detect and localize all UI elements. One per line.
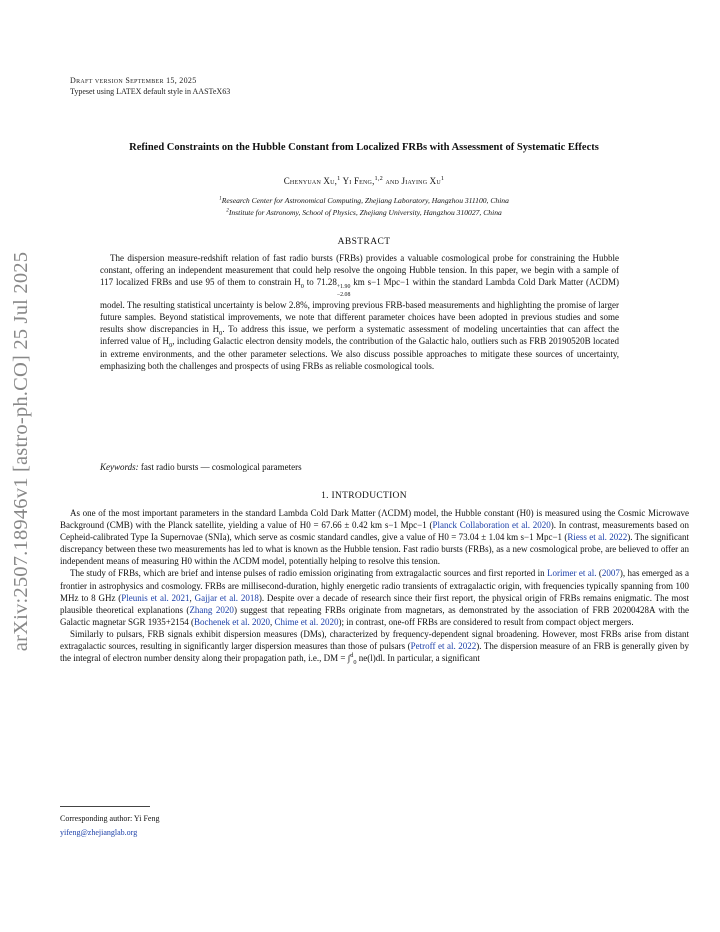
paper-title: Refined Constraints on the Hubble Constant from Localized FRBs with Assessment of Systematic Effects <box>129 142 599 153</box>
author-name: Yi Feng, <box>342 176 375 186</box>
citation-link[interactable]: Riess et al. 2022 <box>567 532 628 543</box>
author-name: Chenyuan Xu, <box>283 176 338 186</box>
footnote-rule <box>60 806 150 807</box>
abstract-heading: ABSTRACT <box>337 237 391 247</box>
draft-version-line: Draft version September 15, 2025 <box>70 76 197 85</box>
typeset-line: Typeset using LATEX default style in AASTeX63 <box>70 87 231 96</box>
author-list <box>70 176 658 186</box>
keywords-text: fast radio bursts — cosmological parameters <box>138 462 302 472</box>
author-affil-mark: 1 <box>440 175 445 182</box>
affiliation-number: 2 <box>226 207 229 214</box>
citation-link[interactable]: Bochenek et al. 2020 <box>194 616 271 627</box>
author-affil-mark: 1,2 <box>374 175 384 182</box>
introduction-body <box>60 507 689 664</box>
keywords <box>100 462 619 472</box>
citation-link[interactable]: Pleunis et al. 2021 <box>121 592 190 603</box>
citation-link[interactable]: Planck Collaboration et al. 2020 <box>432 520 551 531</box>
author-conjunction: and <box>385 176 400 186</box>
citation-link[interactable]: Lorimer et al. <box>547 568 597 579</box>
author-name: Jiaying Xu <box>401 176 441 186</box>
affiliation <box>70 208 658 217</box>
section-heading: 1. INTRODUCTION <box>321 491 407 501</box>
citation-link[interactable]: Chime et al. 2020 <box>274 616 339 627</box>
citation-link[interactable]: Zhang 2020 <box>189 604 234 615</box>
paragraph: The study of FRBs, which are brief and intense pulses of radio emission originating from extragalactic sources and first reported in Lorimer et al. (2007), has emerged as a frontier in astrophysics and cosmology. FRBs are millisecond-duration, highly energetic radio transients of extragalactic origin, with frequencies typically spanning from 100 MHz to 8 GHz (Pleunis et al. 2021, Gajjar et al. 2018). Despite over a decade of research since their first report, the physical origin of FRBs remains enigmatic. The most plausible theoretical explanations (Zhang 2020) suggest that repeating FRBs originate from magnetars, as demonstrated by the association of FRB 20200428A with the Galactic magnetar SGR 1935+2154 (Bochenek et al. 2020, Chime et al. 2020); in contrast, one-off FRBs are considered to result from compact object mergers. <box>60 568 689 627</box>
paragraph: Similarly to pulsars, FRB signals exhibit dispersion measures (DMs), characterized by frequency-dependent signal broadening. However, most FRBs arise from distant extragalactic sources, resulting in significantly larger dispersion measures than those of pulsars (Petroff et al. 2022). The dispersion measure of an FRB is generally given by the integral of electron number density along their propagation path, i.e., DM = ∫$^d_0$ ne(l)dl. In particular, a significant <box>60 628 689 666</box>
affiliation <box>70 196 658 205</box>
keywords-label: Keywords: <box>100 462 139 472</box>
arxiv-stamp <box>0 236 44 666</box>
email-link[interactable]: yifeng@zhejianglab.org <box>60 828 138 837</box>
author-affil-mark: 1 <box>337 175 341 182</box>
affiliation-text: Institute for Astronomy, School of Physics, Zhejiang University, Hangzhou 310027, China <box>228 208 502 217</box>
citation-link[interactable]: Gajjar et al. 2018 <box>194 592 259 603</box>
arxiv-identifier: arXiv:2507.18946v1 [astro-ph.CO] 25 Jul 2025 <box>10 251 33 651</box>
citation-link[interactable]: 2007 <box>601 568 620 579</box>
affiliation-text: Research Center for Astronomical Computing, Zhejiang Laboratory, Hangzhou 311100, China <box>221 196 509 205</box>
affiliation-number: 1 <box>219 195 222 202</box>
citation-link[interactable]: Petroff et al. 2022 <box>410 641 477 652</box>
paragraph: As one of the most important parameters in the standard Lambda Cold Dark Matter (ΛCDM) model, the Hubble constant (H0) is measured using the Cosmic Microwave Background (CMB) with the Planck satellite, yielding a value of H0 = 67.66 ± 0.42 km s−1 Mpc−1 (Planck Collaboration et al. 2020). In contrast, measurements based on Cepheid-calibrated Type Ia Supernovae (SNIa), which serve as cosmic standard candles, give a value of H0 = 73.04 ± 1.04 km s−1 Mpc−1 (Riess et al. 2022). The significant discrepancy between these two measurements has led to what is known as the Hubble tension. Fast radio bursts (FRBs), as a new cosmological probe, are believed to offer an independent means of measuring H0 within the ΛCDM model, potentially helping to resolve this tension. <box>60 508 689 567</box>
corresponding-author: Corresponding author: Yi Feng <box>60 814 160 823</box>
abstract-text: The dispersion measure-redshift relation of fast radio bursts (FRBs) provides a valuable cosmological probe for constraining the Hubble constant, offering an independent measurement that could help resolve the ongoing Hubble tension. In this paper, we begin with a sample of 117 localized FRBs and use 95 of them to constrain $H_0$ to 71.28 +1.90 −2.08 km s−1 Mpc−1 within the standard Lambda Cold Dark Matter (ΛCDM) model. The resulting statistical uncertainty is below 2.8%, improving previous FRB-based measurements and highlighting the promise of larger future samples. Beyond statistical improvements, we note that different parameter choices have been adopted in previous studies and some results show discrepancies in $H_0$. To address this issue, we perform a systematic assessment of modeling uncertainties that can affect the inferred value of $H_0$, including Galactic electron density models, the contribution of the Galactic halo, outliers such as FRB 20190520B located in extreme environments, and the other parameter selections. We also discuss possible approaches to mitigate these sources of uncertainty, emphasizing both the challenges and prospects of using FRBs as reliable cosmological tools. <box>100 253 620 371</box>
